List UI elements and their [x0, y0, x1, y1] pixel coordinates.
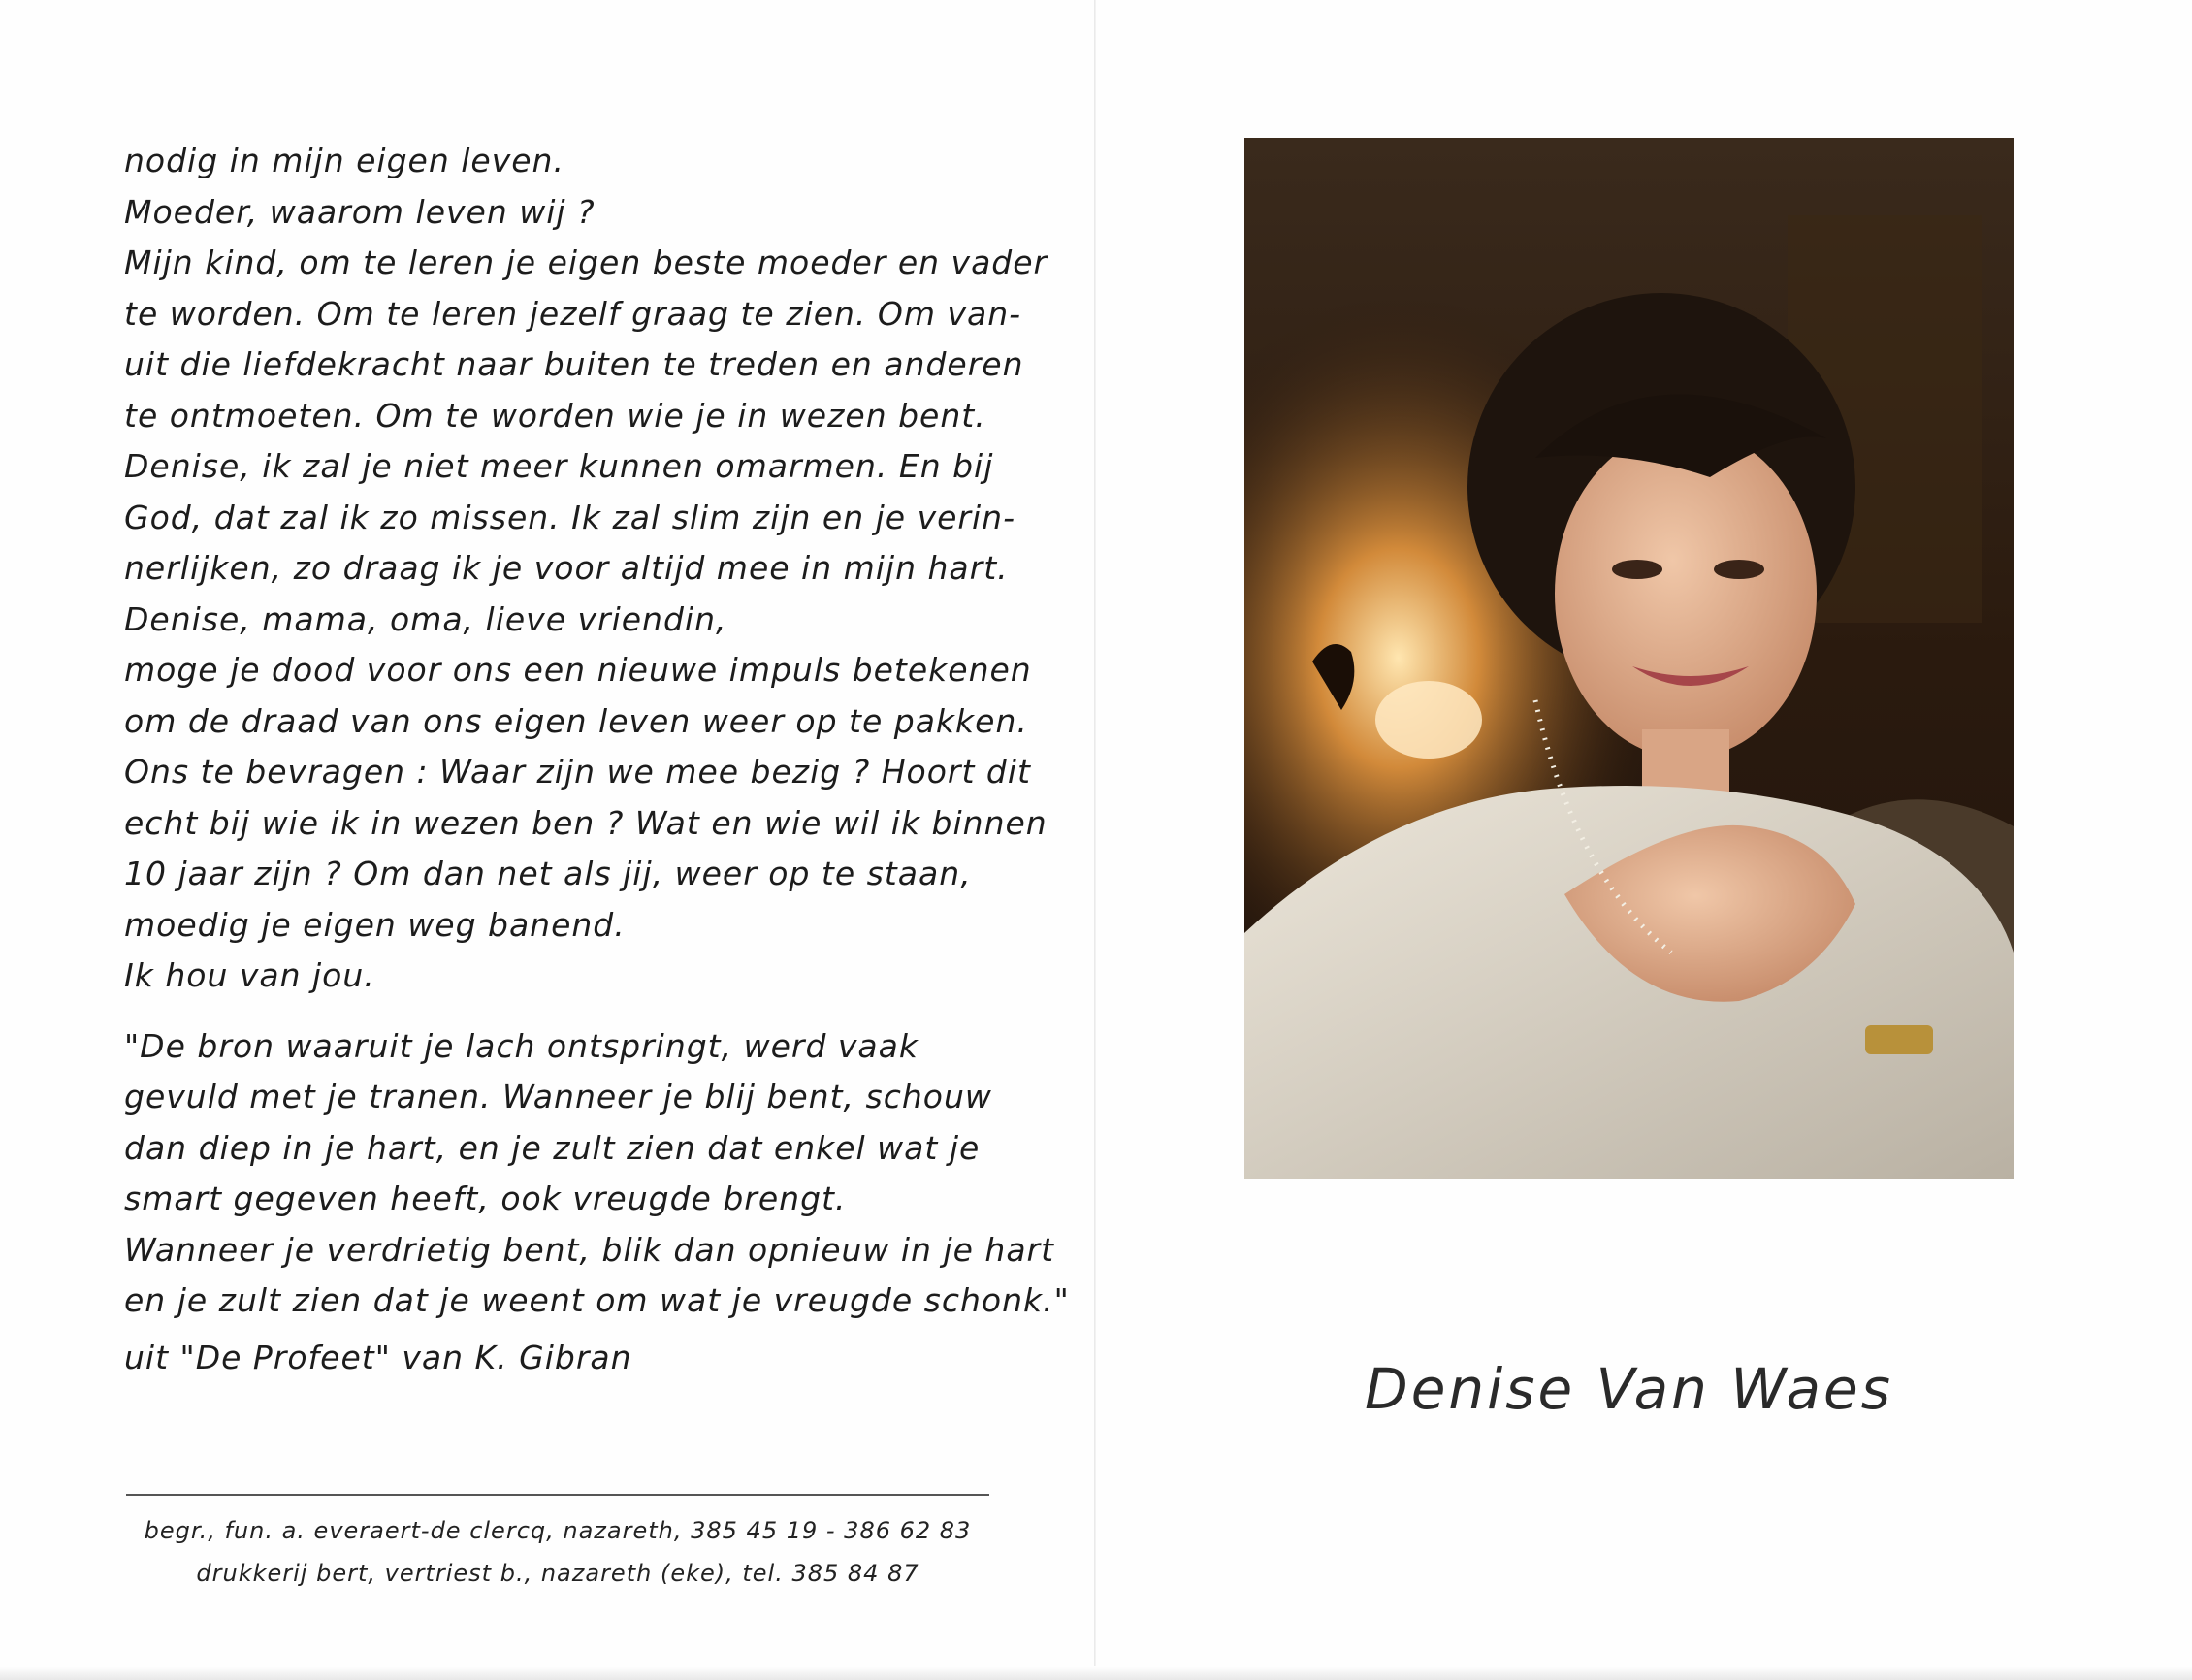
- gold-watch: [1865, 1025, 1933, 1054]
- quote-line: smart gegeven heeft, ook vreugde brengt.: [124, 1179, 847, 1217]
- quote-attribution: uit "De Profeet" van K. Gibran: [124, 1338, 632, 1376]
- lamp-light: [1375, 681, 1482, 759]
- poem-line: moedig je eigen weg banend.: [124, 905, 626, 944]
- gibran-quote: [124, 1021, 1070, 1327]
- face: [1555, 429, 1817, 759]
- credits-divider: [126, 1494, 989, 1496]
- poem-line: Ons te bevragen : Waar zijn we mee bezig ? Hoort dit: [124, 753, 1031, 791]
- poem-line: Ik hou van jou.: [124, 956, 375, 994]
- right-eye: [1714, 560, 1764, 579]
- poem-line: Denise, ik zal je niet meer kunnen omarmen. En bij: [124, 447, 994, 485]
- quote-line: "De bron waaruit je lach ontspringt, werd vaak: [124, 1026, 919, 1065]
- quote-line: gevuld met je tranen. Wanneer je blij bent, schouw: [124, 1078, 992, 1115]
- poem-line: nerlijken, zo draag ik je voor altijd mee in mijn hart.: [124, 549, 1009, 587]
- quote-line: dan diep in je hart, en je zult zien dat enkel wat je: [124, 1128, 981, 1167]
- printer-credit: drukkerij bert, vertriest b., nazareth (eke), tel. 385 84 87: [196, 1560, 919, 1587]
- card-fold: [1094, 0, 1096, 1680]
- poem-line: uit die liefdekracht naar buiten te treden en anderen: [124, 345, 1024, 383]
- portrait-illustration: [1244, 138, 2014, 1179]
- poem-line: Denise, mama, oma, lieve vriendin,: [124, 599, 727, 638]
- poem-line: moge je dood voor ons een nieuwe impuls betekenen: [124, 651, 1032, 689]
- poem-line: Mijn kind, om te leren je eigen beste moeder en vader: [124, 243, 1048, 281]
- poem-line: Moeder, waarom leven wij ?: [124, 192, 596, 231]
- poem-line: nodig in mijn eigen leven.: [124, 142, 564, 179]
- poem-line: echt bij wie ik in wezen ben ? Wat en wie wil ik binnen: [124, 803, 1048, 842]
- left-page: [124, 136, 1070, 1376]
- poem-text: [124, 136, 1048, 1002]
- funeral-home-credit: begr., fun. a. everaert-de clercq, nazareth, 385 45 19 - 386 62 83: [144, 1517, 972, 1544]
- left-eye: [1612, 560, 1662, 579]
- portrait-photo: [1244, 138, 2014, 1179]
- card-bottom-edge: [0, 1666, 2192, 1680]
- poem-line: te ontmoeten. Om te worden wie je in wezen bent.: [124, 396, 986, 435]
- poem-line: 10 jaar zijn ? Om dan net als jij, weer op te staan,: [124, 855, 972, 892]
- printer-credits: [126, 1509, 989, 1595]
- quote-line: en je zult zien dat je weent om wat je vreugde schonk.": [124, 1281, 1070, 1319]
- poem-line: te worden. Om te leren jezelf graag te zien. Om van-: [124, 294, 1022, 333]
- quote-line: Wanneer je verdrietig bent, blik dan opnieuw in je hart: [124, 1230, 1055, 1269]
- deceased-name: Denise Van Waes: [1365, 1356, 1893, 1422]
- poem-line: om de draad van ons eigen leven weer op te pakken.: [124, 701, 1028, 740]
- poem-line: God, dat zal ik zo missen. Ik zal slim zijn en je verin-: [124, 498, 1015, 536]
